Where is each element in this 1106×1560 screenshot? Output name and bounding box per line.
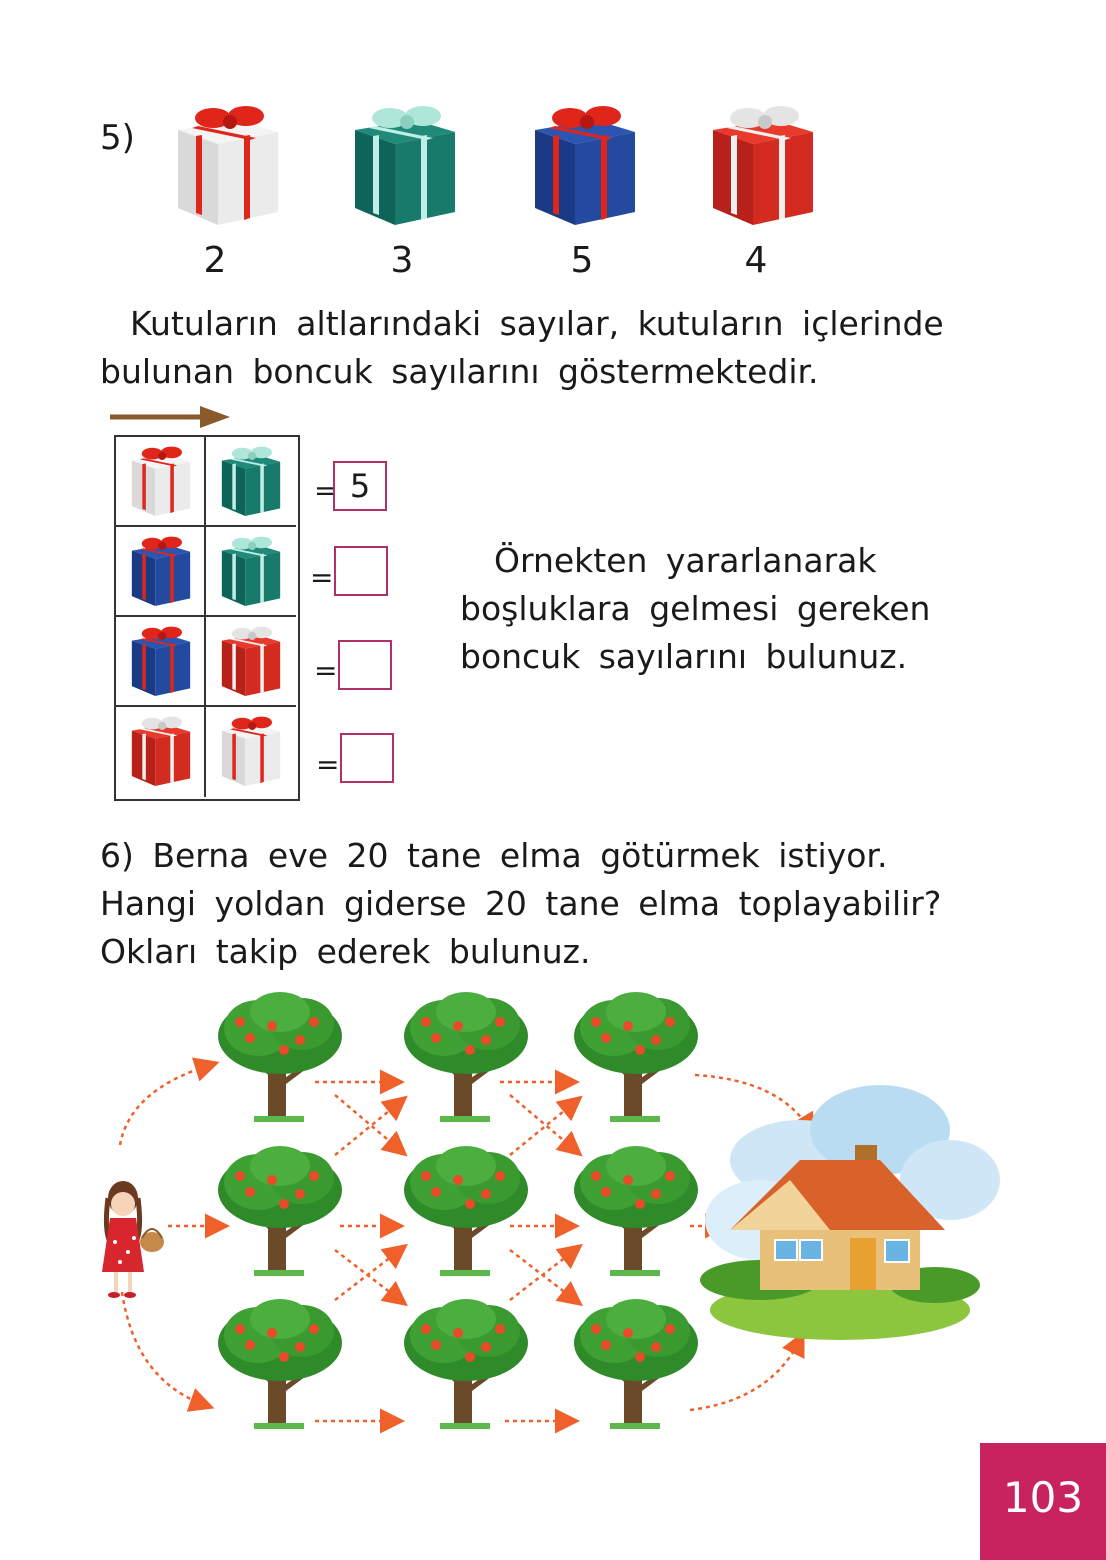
page-number: 103	[980, 1443, 1106, 1560]
gift-white-icon	[126, 443, 196, 519]
gift-grid	[114, 435, 300, 801]
path-arrow	[120, 1065, 210, 1145]
gift-white-icon	[168, 100, 288, 230]
description-line-1: Kutuların altlarındaki sayılar, kutuların içlerinde	[130, 304, 944, 343]
grid-cell	[206, 617, 296, 707]
direction-arrow-icon	[108, 404, 232, 430]
gift-red-icon	[216, 623, 286, 699]
grid-cell	[116, 527, 206, 617]
apple-tree-icon	[218, 1299, 342, 1429]
path-arrow	[335, 1250, 400, 1300]
path-arrow	[510, 1095, 575, 1150]
gift-label: 2	[203, 240, 227, 281]
gift-blue-icon	[126, 533, 196, 609]
answer-box-4[interactable]	[340, 733, 394, 783]
gift-teal-icon	[345, 100, 465, 230]
grid-cell	[116, 617, 206, 707]
apple-tree-icon	[574, 1299, 698, 1429]
answer-box-3[interactable]	[338, 640, 392, 690]
grid-cell	[116, 707, 206, 797]
path-arrow	[510, 1250, 575, 1300]
description-line-2: bulunan boncuk sayılarını göstermektedir.	[100, 352, 819, 391]
gift-blue-icon	[525, 100, 645, 230]
gift-blue-icon	[126, 623, 196, 699]
apple-tree-icon	[404, 1146, 528, 1276]
question-5-number: 5)	[100, 118, 135, 158]
equals-sign: =	[314, 474, 338, 507]
question-6-line-3: Okları takip ederek bulunuz.	[100, 932, 591, 971]
gift-red-icon	[126, 713, 196, 789]
path-puzzle-illustration	[0, 980, 1106, 1440]
instruction-line-1: Örnekten yararlanarak	[494, 541, 877, 580]
gift-teal-icon	[216, 443, 286, 519]
apple-tree-icon	[574, 992, 698, 1122]
house-icon	[700, 1085, 1000, 1340]
path-arrow	[690, 1340, 800, 1410]
girl-icon	[102, 1181, 164, 1298]
gift-label: 4	[744, 240, 768, 281]
equals-sign: =	[316, 748, 340, 781]
path-arrow	[510, 1102, 575, 1155]
path-arrow	[122, 1292, 205, 1405]
question-6-line-2: Hangi yoldan giderse 20 tane elma toplayabilir?	[100, 884, 942, 923]
apple-tree-icon	[218, 992, 342, 1122]
apple-tree-icon	[574, 1146, 698, 1276]
gift-white-icon	[216, 713, 286, 789]
apple-tree-icon	[218, 1146, 342, 1276]
apple-tree-icon	[404, 992, 528, 1122]
equals-sign: =	[314, 654, 338, 687]
apple-tree-icon	[404, 1299, 528, 1429]
answer-box-2[interactable]	[334, 546, 388, 596]
gift-red-icon	[703, 100, 823, 230]
grid-cell	[206, 707, 296, 797]
grid-cell	[206, 437, 296, 527]
gift-teal-icon	[216, 533, 286, 609]
grid-cell	[116, 437, 206, 527]
question-6-line-1: 6) Berna eve 20 tane elma götürmek istiyor.	[100, 836, 888, 875]
equals-sign: =	[310, 561, 334, 594]
answer-box-1: 5	[333, 461, 387, 511]
path-arrow	[335, 1102, 400, 1155]
path-arrow	[335, 1095, 400, 1150]
instruction-line-3: boncuk sayılarını bulunuz.	[460, 637, 908, 676]
instruction-line-2: boşluklara gelmesi gereken	[460, 589, 931, 628]
gift-label: 3	[390, 240, 414, 281]
grid-cell	[206, 527, 296, 617]
gift-label: 5	[570, 240, 594, 281]
